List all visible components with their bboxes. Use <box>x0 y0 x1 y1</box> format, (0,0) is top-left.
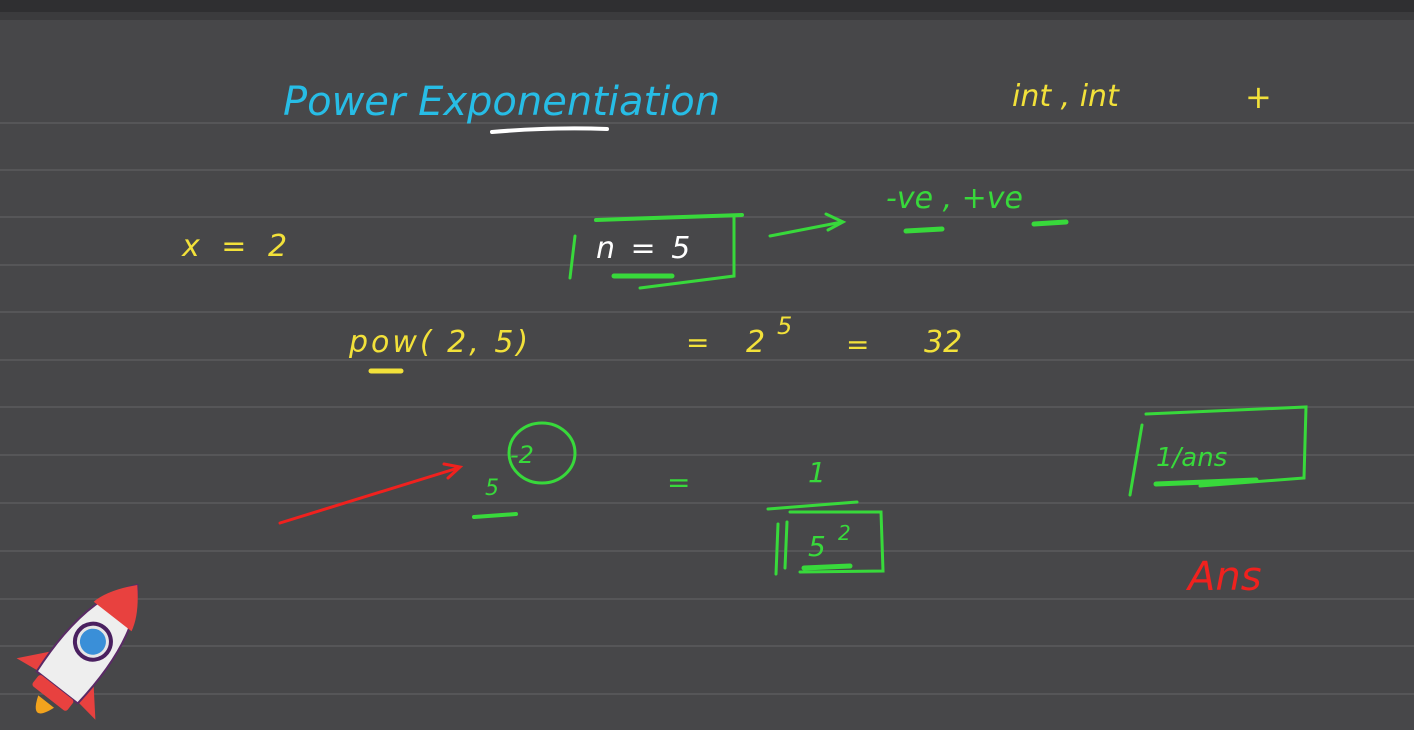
sign-underline-1 <box>906 229 942 231</box>
power-base: 2 <box>746 325 766 360</box>
sign-underline-2 <box>1034 222 1066 224</box>
denominator-base: 5 <box>808 530 826 563</box>
rocket-logo-icon <box>0 554 177 730</box>
denominator-exponent: 2 <box>838 521 851 545</box>
ruled-lines <box>0 123 1414 694</box>
denominator-box <box>776 512 883 574</box>
one-over-ans: 1/ans <box>1156 443 1228 473</box>
neg-exp-base: 5 <box>485 476 499 501</box>
equals-2: = <box>846 328 870 361</box>
n-assignment: n = 5 <box>596 231 694 266</box>
neg-exp-underline <box>474 514 516 517</box>
red-arrow <box>280 464 460 523</box>
title-text: Power Exponentiation <box>283 79 721 125</box>
result-value: 32 <box>924 325 963 360</box>
power-exponent: 5 <box>777 312 793 340</box>
sign-note: -ve , +ve <box>886 181 1023 216</box>
neg-exponent: -2 <box>510 441 534 469</box>
plus-sign: + <box>1245 78 1272 116</box>
x-assignment: x = 2 <box>182 229 294 264</box>
equals-1: = <box>686 326 710 359</box>
title-underline <box>492 128 607 132</box>
equals-3: = <box>667 466 691 499</box>
types-text: int , int <box>1012 79 1119 114</box>
ans-label: Ans <box>1188 554 1262 600</box>
pow-call: pow( 2, 5) <box>349 325 532 360</box>
numerator: 1 <box>808 456 826 489</box>
